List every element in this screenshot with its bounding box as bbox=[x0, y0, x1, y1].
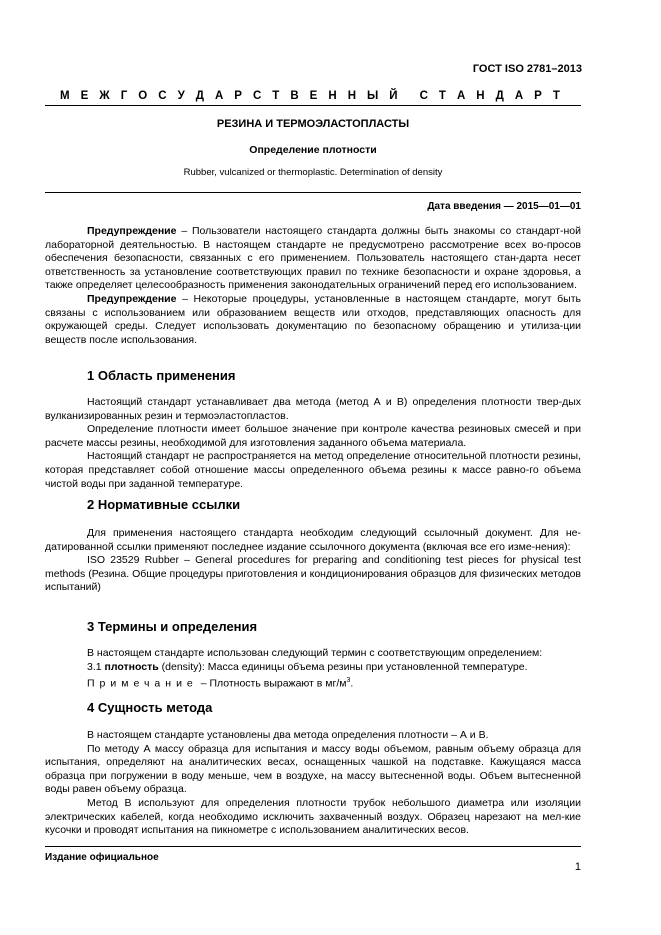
note-text: – Плотность выражают в мг/м bbox=[197, 677, 347, 690]
heading-letter: А bbox=[514, 90, 524, 102]
heading-letter: А bbox=[214, 90, 224, 102]
heading-letter: Ж bbox=[99, 90, 110, 102]
note-label: Примечание bbox=[87, 677, 198, 690]
header-divider bbox=[45, 105, 581, 106]
heading-letter: Е bbox=[309, 90, 318, 102]
warning-block bbox=[45, 225, 581, 347]
note-end: . bbox=[350, 677, 354, 690]
term-name: плотность bbox=[104, 660, 159, 673]
document-subtitle: Определение плотности bbox=[249, 144, 377, 156]
paragraph: Настоящий стандарт устанавливает два метода (метод А и В) определения плотности твер-дых вулканизированных резин и термоэластопластов. bbox=[45, 396, 581, 422]
heading-letter: Ы bbox=[367, 90, 379, 102]
heading-letter: Т bbox=[438, 90, 446, 102]
heading-letter: С bbox=[158, 90, 167, 102]
heading-letter: Н bbox=[476, 90, 485, 102]
heading-letter: Р bbox=[234, 90, 242, 102]
warning-label: Предупреждение bbox=[87, 292, 177, 305]
heading-letter: С bbox=[419, 90, 428, 102]
term-text: (density): Масса единицы объема резины при установленной температуре. bbox=[158, 660, 528, 673]
term-number: 3.1 bbox=[87, 660, 105, 673]
section-heading-scope: 1 Область применения bbox=[87, 368, 236, 383]
page-number: 1 bbox=[574, 861, 581, 873]
paragraph: По методу А массу образца для испытания и массу воды объемом, равным объему образца для испытания, определяют на аналитических весах, оснащенных чашкой на подставке. Кажущаяся масса образца при погружении в воду меньше, чем в воздухе, на массу вытесненной воды. Объем вытесненной воды равен объему образца. bbox=[45, 742, 581, 796]
heading-letter: Й bbox=[389, 90, 398, 102]
heading-letter: М bbox=[60, 90, 70, 102]
heading-letter: Г bbox=[120, 90, 128, 102]
heading-letter: Р bbox=[534, 90, 542, 102]
warning-paragraph bbox=[45, 293, 581, 347]
warning-paragraph bbox=[45, 225, 581, 293]
section-heading-essence: 4 Сущность метода bbox=[87, 700, 213, 715]
heading-letter: Т bbox=[272, 90, 280, 102]
heading-letter: Н bbox=[328, 90, 337, 102]
heading-letter: А bbox=[456, 90, 466, 102]
heading-letter: У bbox=[177, 90, 185, 102]
heading-letter: Д bbox=[495, 90, 504, 102]
note-superscript: 3 bbox=[346, 677, 351, 685]
english-title: Rubber, vulcanized or thermoplastic. Determination of density bbox=[183, 167, 443, 178]
heading-letter: Т bbox=[552, 90, 560, 102]
heading-letter: В bbox=[290, 90, 299, 102]
warning-label: Предупреждение bbox=[87, 225, 177, 237]
section-essence-body bbox=[45, 729, 581, 838]
interstate-standard-heading bbox=[60, 90, 560, 102]
section-heading-references: 2 Нормативные ссылки bbox=[87, 497, 241, 512]
section-references-body bbox=[45, 527, 581, 595]
document-title: РЕЗИНА И ТЕРМОЭЛАСТОПЛАСТЫ bbox=[216, 118, 410, 130]
paragraph: Определение плотности имеет большое значение при контроле качества резиновых смесей и при расчете массы резины, необходимой для изготовления заданного объема материала. bbox=[45, 423, 581, 449]
paragraph: Настоящий стандарт не распространяется на метод определение относительной плотности резины, которая представляет собой отношение массы определенного объема резины к массе равно-го объема чистой воды при заданной температуре. bbox=[45, 450, 581, 490]
section-scope-body bbox=[45, 396, 581, 491]
footer-divider bbox=[45, 846, 581, 847]
paragraph: В настоящем стандарте использован следующий термин с соответствующим определением: bbox=[87, 647, 543, 659]
warning-text: – Пользователи настоящего стандарта должны быть знакомы со стандарт-ной лабораторной деятельностью. В настоящем стандарте не предусмотрено рассмотрение всех во-просов обеспечения безопасности, связанных с его применением. Пользователь настоящего стан-дарта несет ответственность за установление соответствующих правил по технике безопасности и охране здоровья, а также определяет целесообразность применения законодательных ограничений перед его использованием. bbox=[45, 225, 581, 292]
heading-letter: О bbox=[138, 90, 148, 102]
heading-letter: Е bbox=[80, 90, 89, 102]
term-definition bbox=[45, 661, 581, 675]
heading-letter: С bbox=[252, 90, 262, 102]
heading-letter: Д bbox=[195, 90, 204, 102]
paragraph: ISO 23529 Rubber – General procedures for preparing and conditioning test pieces for physical test methods (Резина. Общие процедуры приготовления и кондиционирования образцов для физических методов испытаний) bbox=[45, 554, 581, 594]
official-edition-label: Издание официальное bbox=[45, 852, 159, 863]
introduction-date: Дата введения — 2015—01—01 bbox=[427, 201, 581, 212]
title-divider bbox=[45, 192, 581, 193]
paragraph: Метод В используют для определения плотности трубок небольшого диаметра или изоляции электрических кабелей, когда необходимо исключить захваченный воздух. Образец нарезают на мел-кие кусочки и проводят испытания на пикнометре с использованием аналитических весов. bbox=[45, 796, 581, 837]
heading-letter: Н bbox=[347, 90, 356, 102]
paragraph: В настоящем стандарте установлены два метода определения плотности – А и В. bbox=[87, 729, 489, 741]
doc-code: ГОСТ ISO 2781–2013 bbox=[472, 63, 582, 75]
warning-text: – Некоторые процедуры, установленные в настоящем стандарте, могут быть связаны с использованием или образованием веществ или отходов, представляющих опасность для окружающей среды. Следует использовать документацию по безопасному обращению и утилиза-ции веществ после использования. bbox=[45, 292, 581, 346]
paragraph: Для применения настоящего стандарта необходим следующий ссылочный документ. Для не-датированной ссылки применяют последнее издание ссылочного документа (включая все его изме-нения): bbox=[45, 527, 581, 553]
note bbox=[45, 674, 581, 691]
section-terms-body bbox=[45, 647, 581, 691]
section-heading-terms: 3 Термины и определения bbox=[87, 619, 258, 634]
